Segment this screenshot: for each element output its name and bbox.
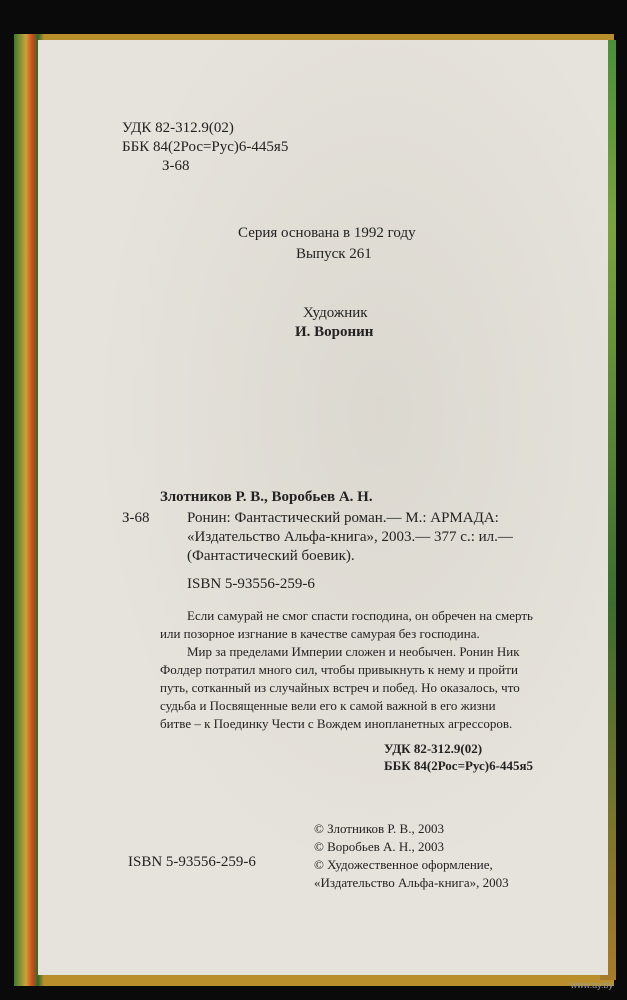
header-udk: УДК 82-312.9(02) [122, 120, 234, 136]
bibliography-code: З-68 [122, 510, 150, 526]
annotation-line: Если самурай не смог спасти господина, он обречен на смерть [187, 608, 533, 623]
annotation-line: Мир за пределами Империи сложен и необычен. Ронин Ник [187, 644, 520, 659]
series-issue: Выпуск 261 [296, 246, 372, 262]
footer-isbn: ISBN 5-93556-259-6 [128, 854, 256, 870]
header-code: З-68 [162, 158, 190, 174]
bibliography-line-3: (Фантастический боевик). [187, 548, 355, 564]
annotation-line: путь, сотканный из случайных встреч и побед. Но оказалось, что [160, 680, 520, 695]
watermark: www.ay.by [570, 980, 613, 990]
classification-udk: УДК 82-312.9(02) [384, 741, 483, 756]
classification-bbk: ББК 84(2Рос=Рус)6-445я5 [384, 758, 533, 773]
bibliography-line-1: Ронин: Фантастический роман.— М.: АРМАДА: [187, 510, 499, 526]
copyright-line: © Художественное оформление, [314, 857, 493, 872]
annotation-line: судьба и Посвященные вели его к самой важной в его жизни [160, 698, 496, 713]
title-page [38, 40, 608, 975]
bibliography-authors: Злотников Р. В., Воробьев А. Н. [160, 489, 373, 505]
copyright-line: © Воробьев А. Н., 2003 [314, 839, 445, 854]
bibliography-isbn: ISBN 5-93556-259-6 [187, 576, 315, 592]
artist-name: И. Воронин [295, 324, 374, 340]
annotation-line: или позорное изгнание в качестве самурая без господина. [160, 626, 480, 641]
annotation-line: Фолдер потратил много сил, чтобы привыкнуть к нему и пройти [160, 662, 518, 677]
copyright-line: © Злотников Р. В., 2003 [314, 821, 444, 836]
header-bbk: ББК 84(2Рос=Рус)6-445я5 [122, 139, 289, 155]
series-founded: Серия основана в 1992 году [238, 225, 416, 241]
bibliography-line-2: «Издательство Альфа-книга», 2003.— 377 с.: ил.— [187, 529, 513, 545]
copyright-line: «Издательство Альфа-книга», 2003 [314, 875, 509, 890]
annotation-line: битве – к Поединку Чести с Вождем инопланетных агрессоров. [160, 716, 513, 731]
artist-label: Художник [303, 305, 368, 321]
